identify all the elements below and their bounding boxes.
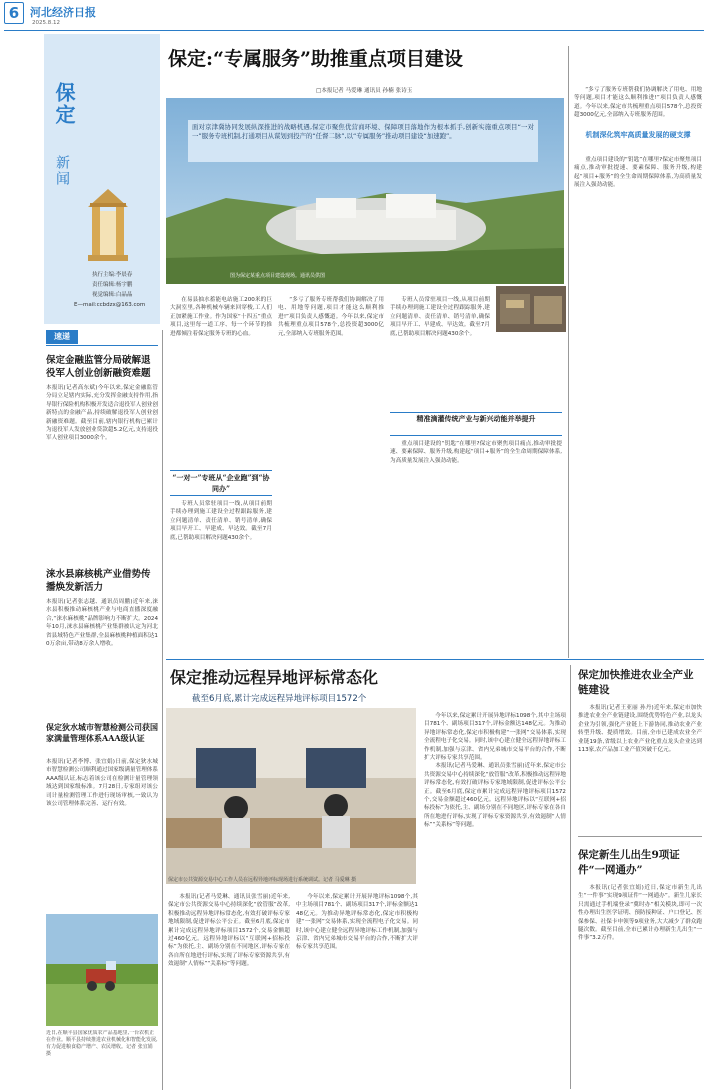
sidebar-article-2-title: 涞水县麻核桃产业借势传播焕发新活力 (46, 569, 151, 593)
lead-byline: □本报记者 马爱琳 通讯员 孙楠 张诗玉 (316, 88, 413, 94)
editor-credit-3: 视觉编辑:白晶晶 (92, 292, 133, 298)
sidebar-rule (46, 345, 158, 346)
sidebar-article-3-body: 本报讯(记者李博、张宜娟)日前,保定狄水城市智慧检测公司顺利通过国家级满量管理体系AAA级认证,标志着该公司在检测计量管理领域达到国家级标准。7月28日,专家组对该公司计量检测管理工作进行现场审核,一致认为该公司管理体系完善、运行有效。 (46, 759, 158, 808)
second-body-col-3-text: 今年以来,保定累计开展异地评标1098个,其中主场项目781个、副场项目317个,评标金额达148亿元。为推动异地评标常态化,保定市积极构建“一张网”交易体系,实现全流程电子化交易。同时,该中心建立健全远程异地评标工作机制,加强与京津、省内兄弟城市交易平台的合作,不断扩大评标专家共享范围。 (424, 713, 566, 762)
lead-headline: 保定:“专属服务”助推重点项目建设 (168, 48, 463, 70)
lead-body-col-4 (390, 440, 562, 590)
lead-bottom-rule (166, 659, 704, 660)
lead-subhead-3-text: 机制深化筑牢高质量发展的硬支撑 (585, 130, 691, 139)
sidebar-article-1-title: 保定金融监管分局破解退役军人创业创新融资难题 (46, 355, 151, 379)
page-number: 6 (8, 4, 20, 22)
right-column-divider (570, 665, 571, 1089)
lead-summary: 面对京津冀协同发展纵深推进的战略机遇,保定市聚焦优营商环境、保障项目落地作为根本抓手,创新实施重点项目“一对一”服务专班机制,打通项目从谋划到投产的“任督二脉”,以“专属服务”推动项目建设“加速跑”。 (192, 123, 534, 140)
right-b-headline: 保定新生儿出生9项证件“一网通办” (578, 849, 680, 876)
lead-right-divider (568, 46, 569, 658)
right-b-body (578, 884, 702, 1084)
editor-credit-1: 执行主编:李晨春 (92, 272, 133, 278)
sidebar-photo-caption: 近日,在顺平县国家优质农产品基地里,一台农机正在作业。顺平县持续推进农业机械化和智能化发展,有力促进粮食稳产增产、农民增收。记者 张宜娟 摄 (46, 1030, 158, 1057)
header-rule (4, 30, 704, 31)
second-body-col-3 (424, 712, 566, 1087)
editor-credit-2: 责任编辑:杨宇鹏 (92, 282, 133, 288)
contact-email: E—mail:ccbdzx@163.com (74, 302, 146, 308)
lead-body-col-2-text: “多亏了服务专班帮我们协调解决了用电、用地等问题,项目才能这么顺利推进!”项目负责人感慨道。今年以来,保定市共梳理重点项目578个,总投资超3000亿元,全部纳入专班服务范围。 (278, 297, 384, 337)
lead-subhead-2-text: 精准滴灌传统产业与新兴动能并举提升 (416, 414, 536, 423)
landmark-gate-illustration (86, 185, 130, 263)
right-b-body-text: 本报讯(记者张宜娟)近日,保定市新生儿出生“一件事”实现9项证件“一网通办”。新生儿家长只需通过手机端登录“冀时办”相关模块,即可一次性办理出生医学证明、预防接种证、户口登记、医保参保、社保卡申领等9项业务,大大减少了群众跑腿次数。截至目前,全市已累计办理新生儿出生“一件事”3.2万件。 (578, 885, 702, 942)
lead-body-col-1b (170, 500, 272, 620)
second-body-col-1 (168, 893, 290, 1087)
lead-body-right-top (574, 86, 702, 126)
lead-body-col-3 (390, 296, 490, 406)
right-a-body-text: 本报讯(记者王亚丽 孙丹)近年来,保定市加快推进农业全产业链建设,围绕优势特色产业,以龙头企业为引领,强化产业链上下游协同,推动农业产业转型升级、提质增效。目前,全市已建成农业全产业链19条,省级以上农业产业化重点龙头企业达到113家,农产品加工业产值突破千亿元。 (578, 705, 702, 754)
sidebar-label: 速递 (54, 332, 70, 341)
second-body-col-2 (296, 893, 418, 1087)
lead-body-right-main-text: 重点项目建设的“钥匙”在哪里?保定市聚焦项目痛点,推动审批提速、要素保障、服务升级,构建起“项目+服务”的全生命周期保障体系,为高质量发展注入强劲动能。 (574, 157, 702, 189)
sidebar-photo-farm-machine (46, 914, 158, 1026)
right-a-headline: 保定加快推进农业全产业链建设 (578, 669, 694, 696)
lead-photo-caption: 图为保定某重点项目建设现场。通讯员供图 (230, 273, 326, 279)
second-body-col-2-text: 今年以来,保定累计开展异地评标1098个,其中主场项目781个、副场项目317个,评标金额达148亿元。为推动异地评标常态化,保定市积极构建“一张网”交易体系,实现全流程电子化交易。同时,该中心建立健全远程异地评标工作机制,加强与京津、省内兄弟城市交易平台的合作,不断扩大评标专家共享范围。 (296, 894, 418, 951)
masthead: 河北经济日报 (30, 6, 96, 19)
lead-body-col-1-text: 在易县抽水蓄能电站施工200米的巨大洞室里,各种机械车辆来回穿梭,工人们正加紧施工作业。作为国家“十四五”重点项目,这里每一道工序、每一个环节的推进都倾注着保定服务专班的心血。 (170, 297, 272, 337)
right-column-rule (578, 836, 702, 837)
sidebar-divider (162, 330, 163, 1090)
second-body-col-1-text: 本报讯(记者马爱琳、通讯员张雪丽)近年来,保定市公共资源交易中心持续深化“放管服”改革,积极推动远程异地评标常态化,有效打破评标专家地域限制,促进评标公平公正。截至6月底,保定市累计完成远程异地评标项目1572个,交易金额超过460亿元。远程异地评标以“互联网+招标投标”为依托,主、副场分别在不同地区,评标专家在各自所在地进行评标,实现了评标专家资源共享,有效遏制“人情标”“关系标”等问题。 (168, 894, 290, 968)
second-photo-bid-room (166, 708, 416, 884)
lead-body-col-1 (170, 296, 272, 476)
sidebar-article-2-body: 本报讯(记者张志越、通讯员周鹏)近年来,涞水县积极推动麻核桃产业与电商直播深度融合,“涞水麻核桃”品牌影响力不断扩大。2024年10月,涞水县麻核桃产业集群被认定为河北省县域特色产业集群,全县麻核桃种植面积达10万余亩,带动8万余人增收。 (46, 599, 158, 648)
lead-body-col-1b-text: 专班人员常驻项目一线,从项目前期手续办理到施工建设全过程跟踪服务,建立问题清单、责任清单、销号清单,确保项目早开工、早建成、早达效。截至7月底,已帮助项目解决问题430余个。 (170, 501, 272, 541)
sidebar-article-3-title: 保定狄水城市智慧检测公司获国家满量管理体系AAA级认证 (46, 722, 158, 743)
sidebar-article-1-body: 本报讯(记者高东斌)今年以来,保定金融监管分局立足辖内实际,充分发挥金融支持作用,指导银行保险机构积极开发适合退役军人创业创新特点的金融产品,持续破解退役军人创业创新融资难题。截至目前,辖内银行机构已累计为退役军人发放创业贷款超5.2亿元,支持退役军人创业项目3000余个。 (46, 385, 158, 442)
section-subtitle: 新闻 (54, 155, 70, 187)
lead-body-col-2 (278, 296, 384, 716)
second-headline: 保定推动远程异地评标常态化 (170, 668, 379, 687)
section-title: 保定 (52, 82, 76, 126)
lead-body-col-3-text: 专班人员常驻项目一线,从项目前期手续办理到施工建设全过程跟踪服务,建立问题清单、责任清单、销号清单,确保项目早开工、早建成、早达效。截至7月底,已帮助项目解决问题430余个。 (390, 297, 490, 337)
lead-subhead-1-text: “一对一”专班从“企业跑”到“协同办” (172, 473, 270, 493)
lead-body-right-main (574, 156, 702, 656)
issue-date: 2025.8.12 (32, 20, 60, 26)
lead-body-right-top-text: “多亏了服务专班帮我们协调解决了用电、用地等问题,项目才能这么顺利推进!”项目负责人感慨道。今年以来,保定市共梳理重点项目578个,总投资超3000亿元,全部纳入专班服务范围。 (574, 87, 702, 119)
second-photo-caption: 保定市公共资源交易中心工作人员在远程异地评标现场进行系统调试。记者 马爱琳 摄 (168, 877, 357, 883)
lead-photo-factory (496, 286, 566, 332)
second-body-col-3-text-2: 本报讯(记者马爱琳、通讯员张雪丽)近年来,保定市公共资源交易中心持续深化“放管服”改革,积极推动远程异地评标常态化,有效打破评标专家地域限制,促进评标公平公正。截至6月底,保定市累计完成远程异地评标项目1572个,交易金额超过460亿元。远程异地评标以“互联网+招标投标”为依托,主、副场分别在不同地区,评标专家在各自所在地进行评标,实现了评标专家资源共享,有效遏制“人情标”“关系标”等问题。 (424, 763, 566, 829)
second-subtitle: 截至6月底,累计完成远程异地评标项目1572个 (192, 694, 367, 704)
lead-body-col-4-text: 重点项目建设的“钥匙”在哪里?保定市聚焦项目痛点,推动审批提速、要素保障、服务升级,构建起“项目+服务”的全生命周期保障体系,为高质量发展注入强劲动能。 (390, 441, 562, 464)
right-a-body (578, 704, 702, 832)
